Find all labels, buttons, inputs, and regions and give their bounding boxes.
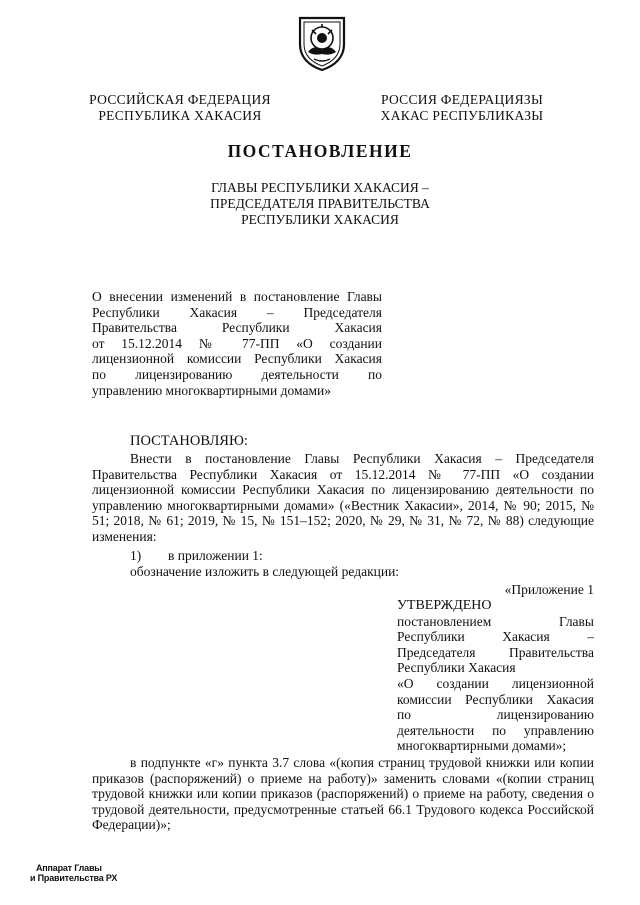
subject-line: лицензионной комиссии Республики Хакасия bbox=[92, 351, 382, 367]
item-text: в приложении 1: bbox=[168, 548, 263, 563]
subtitle-line: ПРЕДСЕДАТЕЛЯ ПРАВИТЕЛЬСТВА bbox=[210, 196, 430, 211]
subject-line: Правительства Республики Хакасия bbox=[92, 320, 382, 336]
appendix-line: комиссии Республики Хакасия bbox=[397, 691, 594, 707]
subtitle-line: РЕСПУБЛИКИ ХАКАСИЯ bbox=[241, 212, 399, 227]
approved-label: УТВЕРЖДЕНО bbox=[397, 598, 492, 613]
subject-line: Республики Хакасия – Председателя bbox=[92, 304, 382, 320]
appendix-line: Республики Хакасия – bbox=[397, 629, 594, 645]
appendix-line: деятельности по управлению bbox=[397, 722, 594, 738]
appendix-line: «О создании лицензионной bbox=[397, 675, 594, 691]
item-number: 1) bbox=[130, 548, 142, 563]
decree-word: ПОСТАНОВЛЯЮ: bbox=[130, 433, 248, 449]
footer-stamp-line: Аппарат Главы bbox=[36, 863, 102, 873]
designation-line: обозначение изложить в следующей редакции: bbox=[130, 564, 400, 579]
appendix-line: многоквартирными домами»; bbox=[397, 738, 567, 754]
appendix-line: по лицензированию bbox=[397, 707, 594, 723]
document-title: ПОСТАНОВЛЕНИЕ bbox=[227, 141, 413, 161]
appendix-line: Председателя Правительства bbox=[397, 644, 594, 660]
header-right bbox=[352, 92, 572, 124]
header-left bbox=[70, 92, 290, 124]
appendix-label: «Приложение 1 bbox=[504, 582, 594, 597]
subject-line: от 15.12.2014 № 77-ПП «О создании bbox=[92, 335, 382, 351]
coat-of-arms-icon bbox=[294, 12, 350, 72]
footer-stamp-line: и Правительства РХ bbox=[30, 873, 118, 883]
subtitle-line: ГЛАВЫ РЕСПУБЛИКИ ХАКАСИЯ – bbox=[211, 180, 429, 195]
subject-line: по лицензированию деятельности по bbox=[92, 366, 382, 382]
header-left-line: РЕСПУБЛИКА ХАКАСИЯ bbox=[98, 108, 262, 123]
footer-stamp bbox=[30, 863, 117, 883]
document-subtitle bbox=[150, 180, 490, 228]
header-right-line: ХАКАС РЕСПУБЛИКАЗЫ bbox=[380, 108, 544, 123]
document-subject bbox=[92, 289, 382, 398]
subject-line: О внесении изменений в постановление Главы bbox=[92, 289, 382, 304]
subitem-paragraph: в подпункте «г» пункта 3.7 слова «(копия страниц трудовой книжки или копии приказов (распоряжений) о приеме на работу)» заменить словами «(копии страниц трудовой книжки или копии приказов (распоряжений) о приеме на работу, сведения о трудовой деятельности, предусмотренные статьей 66.1 Трудового кодекса Российской Федерации)»; bbox=[92, 755, 594, 832]
header-right-line: РОССИЯ ФЕДЕРАЦИЯЗЫ bbox=[380, 92, 544, 107]
appendix-line: постановлением Главы bbox=[397, 613, 594, 629]
subject-line: управлению многоквартирными домами» bbox=[92, 382, 331, 398]
appendix-block bbox=[397, 598, 594, 754]
header-left-line: РОССИЙСКАЯ ФЕДЕРАЦИЯ bbox=[89, 92, 271, 107]
appendix-line: Республики Хакасия bbox=[397, 660, 516, 676]
main-paragraph: Внести в постановление Главы Республики Хакасия – Председателя Правительства Республики Хакасия от 15.12.2014 № 77-ПП «О создании лицензионной комиссии Республики Хакасия по лицензированию деятельности по управлению многоквартирными домами» («Вестник Хакасии», 2014, № 90; 2015, № 51; 2018, № 61; 2019, № 15, № 151–152; 2020, № 29, № 31, № 72, № 88) следующие изменения: bbox=[92, 451, 594, 544]
